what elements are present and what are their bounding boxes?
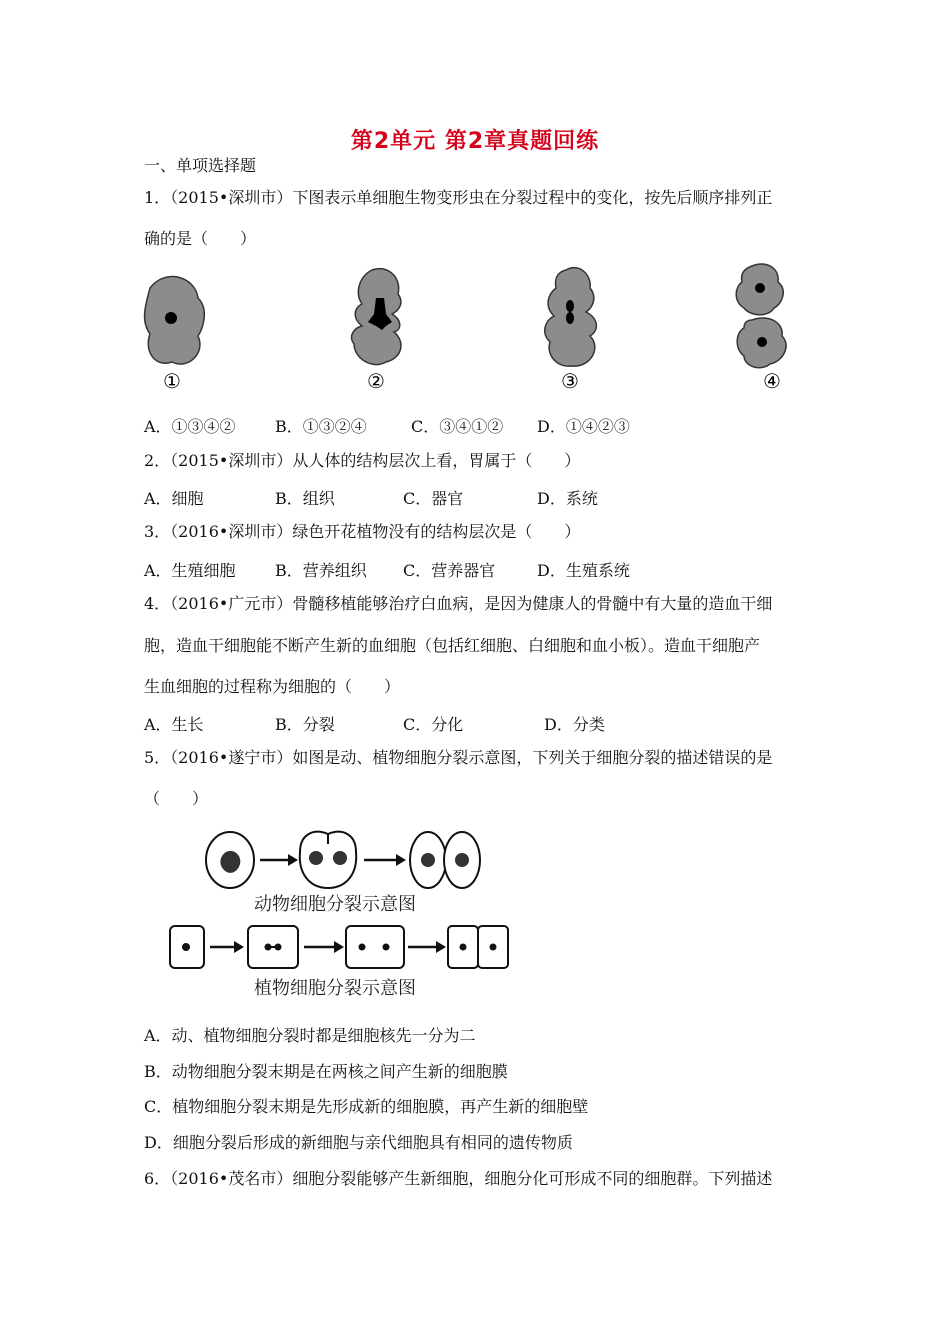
q4-option-a[interactable]: A．生长 [144,715,204,734]
cell-division-figure [160,822,520,1004]
q5-stem-line2: （ ） [144,789,209,808]
section-heading: 一、单项选择题 [144,156,257,175]
q5-option-c[interactable]: C．植物细胞分裂末期是先形成新的细胞膜，再产生新的细胞壁 [144,1097,589,1116]
q6-stem-line1: 6．（2016•茂名市）细胞分裂能够产生新细胞，细胞分化可形成不同的细胞群。下列描述 [144,1169,773,1188]
q4-stem-line2: 胞，造血干细胞能不断产生新的血细胞（包括红细胞、白细胞和血小板）。造血干细胞产 [144,636,761,655]
arrow-animal-1 [260,854,298,866]
plant-cell-stage-4 [448,926,508,968]
q2-option-a[interactable]: A．细胞 [144,489,204,508]
plant-figure-caption: 植物细胞分裂示意图 [254,978,416,999]
q2-option-d[interactable]: D．系统 [537,489,598,508]
arrow-plant-1 [210,941,244,953]
fig-label-2: ② [367,369,385,393]
q4-option-c[interactable]: C．分化 [403,715,464,734]
q5-option-d[interactable]: D．细胞分裂后形成的新细胞与亲代细胞具有相同的遗传物质 [144,1133,573,1152]
q1-option-b[interactable]: B．①③②④ [275,417,367,436]
q4-option-b[interactable]: B．分裂 [275,715,335,734]
fig-label-4: ④ [763,369,781,393]
fig-label-3: ③ [561,369,579,393]
q5-option-a[interactable]: A．动、植物细胞分裂时都是细胞核先一分为二 [144,1026,476,1045]
fig-label-1: ① [163,369,181,393]
q1-option-a[interactable]: A．①③④② [144,417,236,436]
amoeba-division-figure [140,258,810,400]
q3-option-d[interactable]: D．生殖系统 [537,561,630,580]
amoeba-stage-3 [545,268,597,367]
amoeba-stage-4 [736,264,786,368]
q1-stem-line2: 确的是（ ） [144,229,257,248]
arrow-plant-2 [304,941,344,953]
amoeba-stage-1 [145,277,205,364]
q5-stem-line1: 5．（2016•遂宁市）如图是动、植物细胞分裂示意图，下列关于细胞分裂的描述错误的是 [144,748,773,767]
q4-stem-line3: 生血细胞的过程称为细胞的（ ） [144,677,401,696]
q1-option-c[interactable]: C．③④①② [411,417,504,436]
animal-cell-stage-3 [410,832,480,888]
plant-cell-stage-1 [170,926,204,968]
q2-option-c[interactable]: C．器官 [403,489,464,508]
plant-cell-stage-3 [346,926,404,968]
animal-cell-stage-2 [300,832,356,888]
arrow-plant-3 [408,941,446,953]
q3-stem: 3．（2016•深圳市）绿色开花植物没有的结构层次是（ ） [144,522,581,541]
q2-option-b[interactable]: B．组织 [275,489,335,508]
amoeba-stage-2 [352,269,401,365]
q3-option-c[interactable]: C．营养器官 [403,561,496,580]
arrow-animal-2 [364,854,406,866]
animal-figure-caption: 动物细胞分裂示意图 [254,894,416,915]
q4-stem-line1: 4．（2016•广元市）骨髓移植能够治疗白血病，是因为健康人的骨髓中有大量的造血干细 [144,594,773,613]
q4-option-d[interactable]: D．分类 [544,715,605,734]
q3-option-b[interactable]: B．营养组织 [275,561,367,580]
q1-option-d[interactable]: D．①④②③ [537,417,630,436]
animal-cell-stage-1 [206,832,254,888]
q2-stem: 2．（2015•深圳市）从人体的结构层次上看，胃属于（ ） [144,451,581,470]
page-title: 第2单元 第2章真题回练 [350,129,600,154]
q5-option-b[interactable]: B．动物细胞分裂末期是在两核之间产生新的细胞膜 [144,1062,508,1081]
plant-cell-stage-2 [248,926,298,968]
q3-option-a[interactable]: A．生殖细胞 [144,561,236,580]
q1-stem-line1: 1．（2015•深圳市）下图表示单细胞生物变形虫在分裂过程中的变化，按先后顺序排列正 [144,188,773,207]
